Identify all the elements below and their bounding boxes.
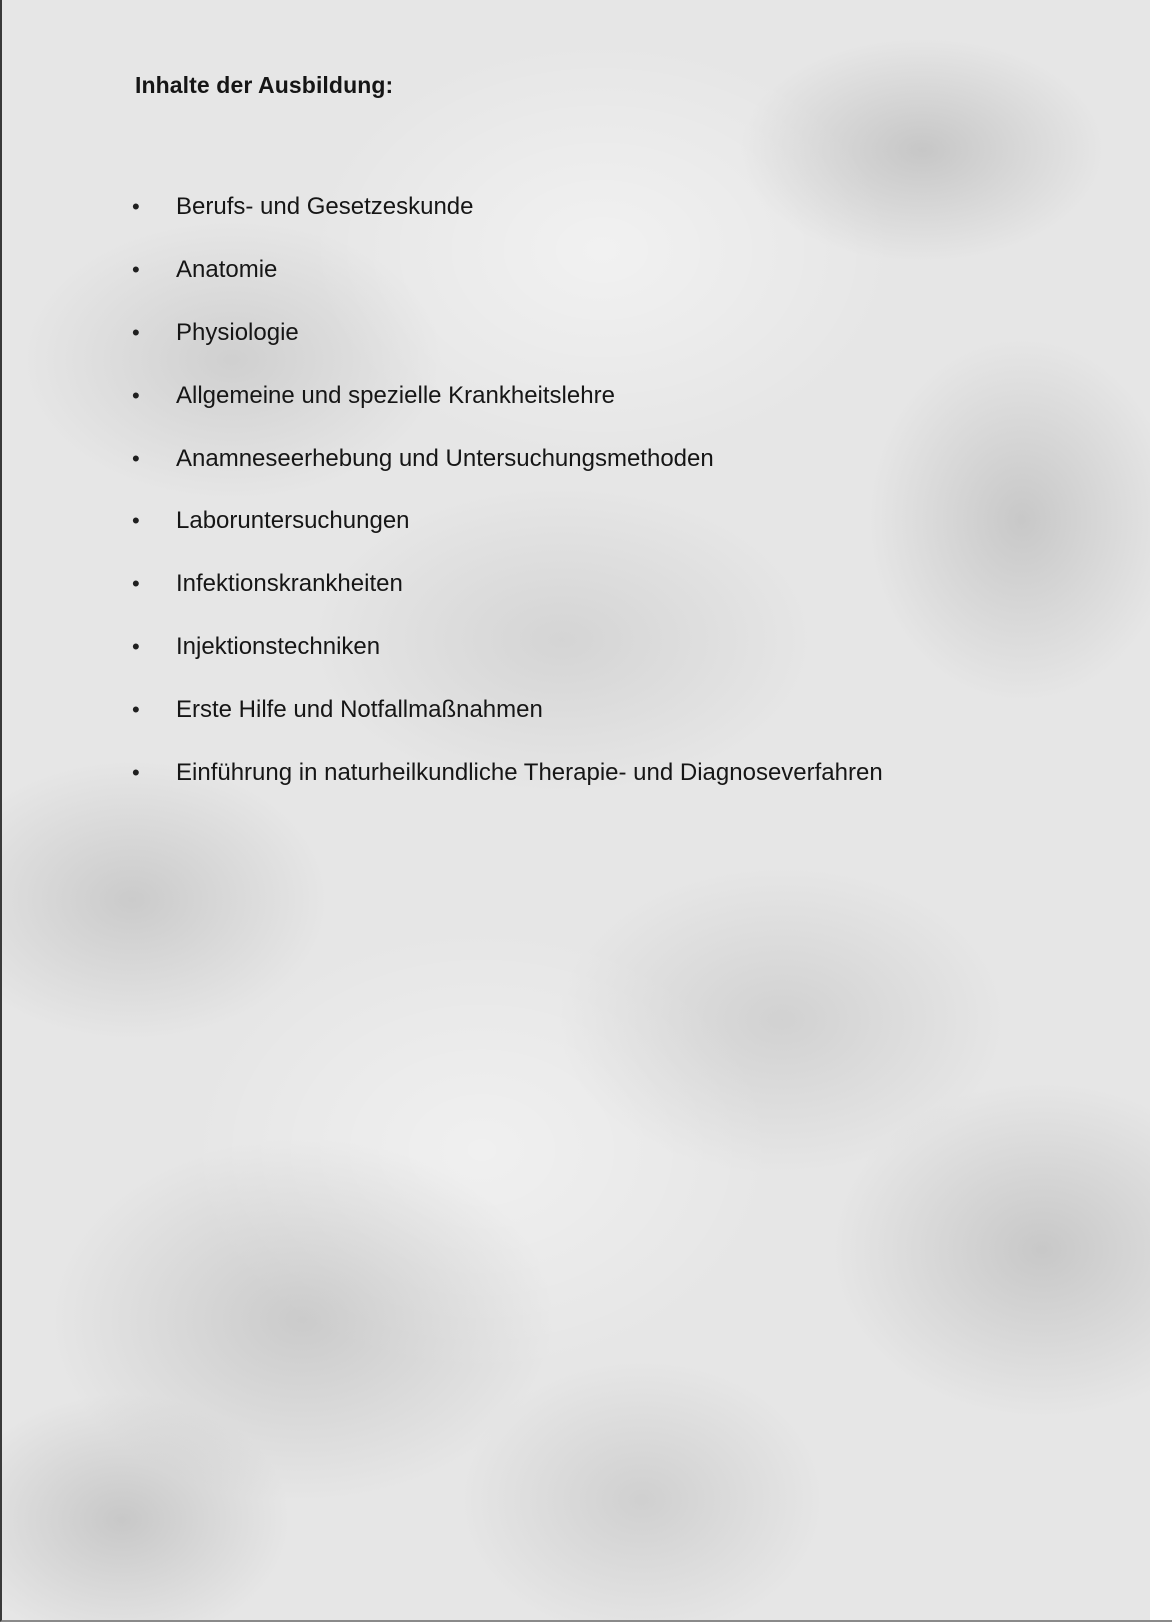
list-item-text: Anamneseerhebung und Untersuchungsmethoden — [176, 444, 714, 472]
page-heading: Inhalte der Ausbildung: — [135, 72, 394, 98]
bullet-icon: • — [132, 571, 140, 597]
list-item-text: Infektionskrankheiten — [176, 570, 403, 598]
bullet-icon: • — [132, 634, 140, 660]
bullet-icon: • — [132, 319, 140, 345]
bullet-icon: • — [132, 697, 140, 723]
list-item-text: Injektionstechniken — [176, 633, 381, 661]
scan-edge-strip — [1150, 0, 1172, 1622]
bullet-icon: • — [132, 256, 140, 282]
list-item-text: Erste Hilfe und Notfallmaßnahmen — [176, 696, 543, 724]
list-item-text: Einführung in naturheilkundliche Therapie- und Diagnoseverfahren — [176, 759, 883, 787]
list-item-text: Allgemeine und spezielle Krankheitslehre — [176, 381, 615, 409]
bullet-icon: • — [132, 760, 140, 786]
bullet-icon: • — [132, 508, 140, 534]
list-item-text: Anatomie — [176, 255, 278, 283]
list-item-text: Laboruntersuchungen — [176, 507, 410, 535]
list-item-text: Physiologie — [176, 318, 299, 346]
bullet-icon: • — [132, 382, 140, 408]
list-item-text: Berufs- und Gesetzeskunde — [176, 193, 474, 220]
bullet-icon: • — [132, 194, 140, 219]
bullet-icon: • — [132, 445, 140, 471]
